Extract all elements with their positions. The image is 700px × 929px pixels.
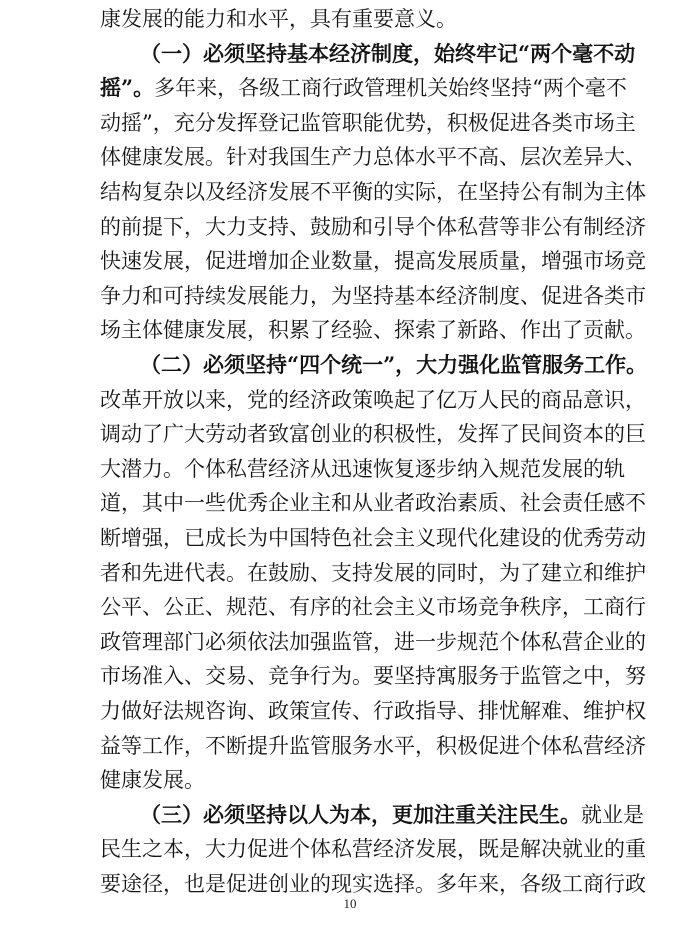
paragraph-text: 断增强，已成长为中国特色社会主义现代化建设的优秀劳动	[100, 526, 646, 550]
paragraph-text: 的前提下，大力支持、鼓励和引导个体私营等非公有制经济	[100, 214, 646, 239]
text-line	[100, 244, 646, 278]
text-line	[100, 729, 646, 763]
paragraph-text: 调动了广大劳动者致富创业的积极性，发挥了民间资本的巨	[100, 422, 646, 447]
text-line	[100, 313, 646, 347]
paragraph-text: 康发展的能力和水平，具有重要意义。	[100, 7, 457, 31]
paragraph-text: 就业是	[581, 802, 644, 827]
paragraph-text: 多年来，各级工商行政管理机关始终坚持“两个毫不	[154, 76, 627, 101]
text-line	[100, 106, 636, 140]
paragraph-text: 市场准入、交易、竞争行为。要坚持寓服务于监管之中，努	[100, 664, 646, 689]
text-line	[100, 625, 646, 659]
text-line	[100, 452, 625, 486]
text-line	[100, 763, 610, 797]
text-line	[100, 659, 646, 693]
page-number: 10	[343, 896, 357, 911]
paragraph-text: 快速发展，促进增加企业数量，提高发展质量，增强市场竞	[100, 249, 646, 274]
text-line	[100, 210, 646, 244]
paragraph-text: 动摇”，充分发挥登记监管职能优势，积极促进各类市场主	[100, 110, 636, 135]
paragraph-text: 体健康发展。针对我国生产力总体水平不高、层次差异大、	[100, 145, 646, 170]
text-line	[100, 71, 627, 105]
text-line	[100, 417, 646, 451]
paragraph-text: 者和先进代表。在鼓励、支持发展的同时，为了建立和维护	[100, 560, 646, 585]
text-line	[100, 383, 646, 417]
text-line	[100, 279, 646, 313]
paragraph-text: 力做好法规咨询、政策宣传、行政指导、排忧解难、维护权	[100, 699, 646, 723]
text-line	[100, 590, 646, 624]
paragraph-text: 道，其中一些优秀企业主和从业者政治素质、社会责任感不	[100, 491, 646, 516]
paragraph-text: 场主体健康发展，积累了经验、探索了新路、作出了贡献。	[100, 318, 646, 343]
heading-text: （三）必须坚持以人为本，更加注重关注民生。	[140, 801, 581, 827]
text-line	[100, 486, 646, 520]
paragraph-text: 大潜力。个体私营经济从迅速恢复逐步纳入规范发展的轨	[100, 456, 625, 481]
text-line	[100, 694, 646, 728]
text-line	[100, 521, 646, 555]
paragraph-text: 民生之本，大力促进个体私营经济发展，既是解决就业的重	[100, 837, 646, 862]
text-line	[100, 2, 610, 36]
text-line	[100, 832, 646, 866]
section-heading-2	[140, 348, 648, 382]
section-heading-3	[140, 798, 644, 832]
paragraph-text: 改革开放以来，党的经济政策唤起了亿万人民的商品意识，	[100, 387, 646, 412]
paragraph-text: 要途径，也是促进创业的现实选择。多年来，各级工商行政	[100, 872, 646, 896]
paragraph-text: 结构复杂以及经济发展不平衡的实际，在坚持公有制为主体	[100, 180, 646, 204]
text-line	[100, 556, 646, 590]
paragraph-text: 争力和可持续发展能力，为坚持基本经济制度、促进各类市	[100, 283, 646, 308]
section-heading-1	[140, 37, 636, 71]
paragraph-text: 公平、公正、规范、有序的社会主义市场竞争秩序，工商行	[100, 595, 646, 620]
paragraph-text: 益等工作，不断提升监管服务水平，积极促进个体私营经济	[100, 733, 646, 758]
text-line	[100, 175, 646, 209]
heading-text: （一）必须坚持基本经济制度，始终牢记“两个毫不动	[140, 40, 636, 66]
paragraph-text: 政管理部门必须依法加强监管，进一步规范个体私营企业的	[100, 629, 646, 654]
text-line	[100, 140, 646, 174]
heading-text: 摇”。	[100, 75, 155, 101]
paragraph-text: 健康发展。	[100, 768, 205, 793]
heading-text: （二）必须坚持“四个统一”，大力强化监管服务工作。	[140, 352, 648, 377]
